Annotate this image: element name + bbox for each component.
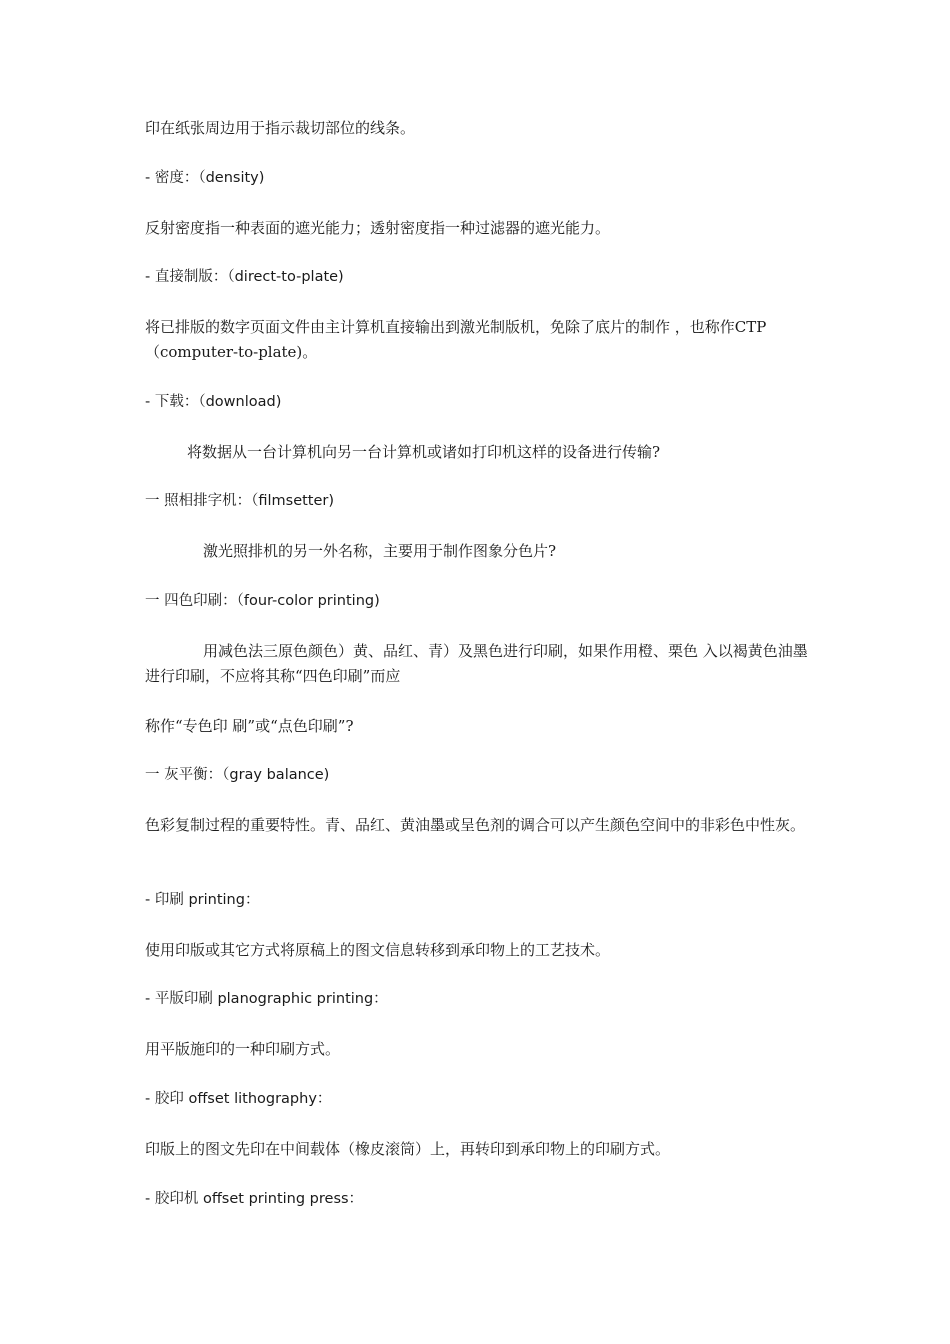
paragraph-filmsetter-definition: 激光照排机的另一外名称，主要用于制作图象分色片? [203,542,557,560]
paragraph-four-color-definition: 用减色法三原色颜色）黄、品红、青）及黑色进行印刷，如果作用橙、栗色 入以褐黄色油墨进行印刷，不应将其称“四色印刷”而应 [145,642,808,685]
paragraph-direct-to-plate-definition: 将已排版的数字页面文件由主计算机直接输出到激光制版机，免除了底片的制作 ，也称作CTP （computer-to-plate)。 [145,318,767,361]
term-heading-offset-lithography: - 胶印 offset lithography： [145,1091,332,1107]
term-heading-printing: - 印刷 printing： [145,892,260,908]
term-heading-direct-to-plate: - 直接制版：（direct-to-plate) [145,269,344,285]
term-heading-offset-printing-press: - 胶印机 offset printing press： [145,1191,364,1207]
paragraph-printing-definition: 使用印版或其它方式将原稿上的图文信息转移到承印物上的工艺技术。 [145,941,611,959]
paragraph-offset-lithography-definition: 印版上的图文先印在中间载体（橡皮滚筒）上，再转印到承印物上的印刷方式。 [145,1140,671,1158]
paragraph-four-color-continued: 称作“专色印 刷”或“点色印刷”? [145,717,354,735]
term-heading-four-color-printing: 一 四色印刷：（four-color printing) [145,593,380,609]
term-heading-gray-balance: 一 灰平衡：（gray balance) [145,767,330,783]
paragraph-density-definition: 反射密度指一种表面的遮光能力；透射密度指一种过滤器的遮光能力。 [145,219,611,237]
paragraph-gray-balance-definition: 色彩复制过程的重要特性。青、品红、黄油墨或呈色剂的调合可以产生颜色空间中的非彩色中性灰。 [145,816,806,834]
term-heading-filmsetter: 一 照相排字机：（filmsetter) [145,493,335,509]
paragraph-download-definition: 将数据从一台计算机向另一台计算机或诸如打印机这样的设备进行传输? [187,443,661,461]
paragraph-crop-marks-definition: 印在纸张周边用于指示裁切部位的线条。 [145,119,416,137]
paragraph-planographic-definition: 用平版施印的一种印刷方式。 [145,1040,341,1058]
term-heading-density: - 密度：（density) [145,170,265,186]
term-heading-download: - 下载：（download) [145,394,282,410]
term-heading-planographic-printing: - 平版印刷 planographic printing： [145,991,388,1007]
